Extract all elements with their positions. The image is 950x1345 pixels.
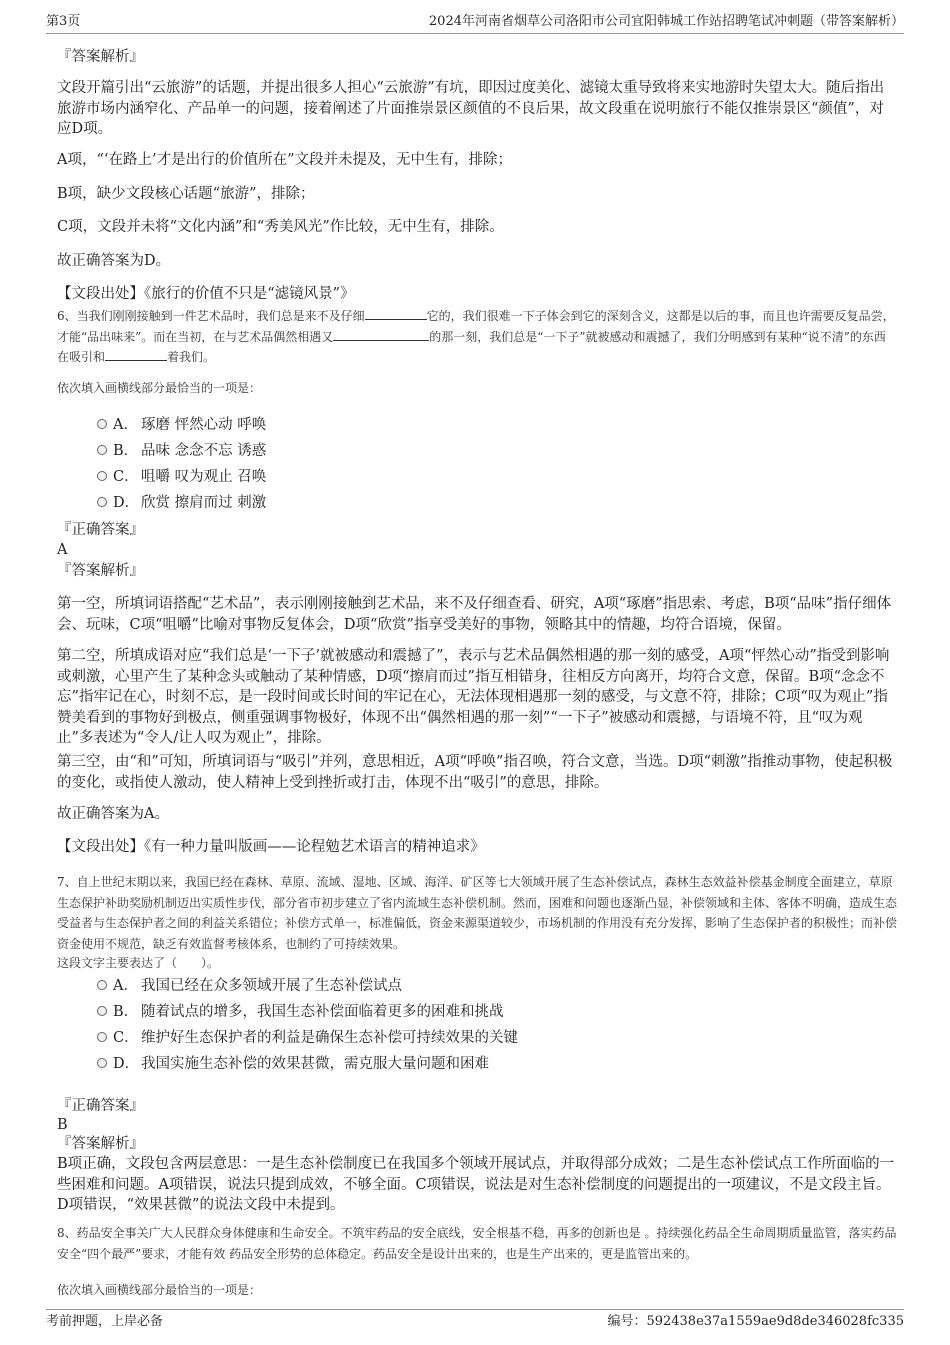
q7-answer: B bbox=[57, 1117, 68, 1133]
q5-source: 【文段出处】《旅行的价值不只是“滤镜风景”》 bbox=[57, 286, 355, 302]
q7-stem: 7、自上世纪末期以来，我国已经在森林、草原、流域、湿地、区域、海洋、矿区等七大领域开展了生态补偿试点，森林生态效益补偿基金制度全面建立，草原生态保护补助奖励机制迈出实质性步伐，部分省市初步建立了省内流域生态补偿机制。然而，困难和问题也逐渐凸显，补偿领域和主体、客体不明确，造成生态受益者与生态保护者之间的利益关系错位；补偿方式单一，标准偏低，资金来源渠道较少，市场机制的作用没有充分发挥，影响了生态保护者的积极性；而补偿资金使用不规范，缺乏有效监督考核体系，也制约了可持续效果。 bbox=[57, 875, 898, 951]
document-id: 编号：592438e37a1559ae9d8de346028fc335 bbox=[607, 1314, 904, 1329]
q6-analysis-p1: 第一空，所填词语搭配“艺术品”，表示刚刚接触到艺术品，来不及仔细查看、研究，A项“琢磨”指思索、考虑，B项“品味”指仔细体会、玩味，C项“咀嚼”比喻对事物反复体会，D项“欣赏”指享受美好的事物，领略其中的情趣，均符合语境，保留。 bbox=[57, 596, 892, 633]
q6-analysis-p3: 第三空，由“和”可知，所填词语与“吸引”并列，意思相近，A项“呼唤”指召唤，符合文意，当选。D项“刺激”指推动事物，使起积极的变化，或指使人激动，使人精神上受到挫折或打击，体现不出“吸引”的意思，排除。 bbox=[57, 754, 893, 791]
q5-analysis-label: 『答案解析』 bbox=[57, 49, 144, 65]
q5-conclusion: 故正确答案为D。 bbox=[57, 253, 171, 269]
radio-icon[interactable] bbox=[97, 1006, 107, 1016]
radio-icon[interactable] bbox=[97, 980, 107, 990]
q7-answer-label: 『正确答案』 bbox=[57, 1098, 144, 1114]
fill-blank bbox=[105, 348, 167, 361]
q7-analysis-label: 『答案解析』 bbox=[57, 1136, 144, 1152]
q6-option-b[interactable]: B． 品味 念念不忘 诱惑 bbox=[97, 441, 266, 461]
q6-stem: 6、当我们刚刚接触到一件艺术品时，我们总是来不及仔细 它的，我们很难一下子体会到它的深刻含义，这都是以后的事，而且也许需要反复品尝，才能“品出味来”。而在当初，在与艺术品偶然相遇又 的那一刻，我们总是“一下子”就被感动和震撼了，我们分明感到有某种“说不清”的东西在吸引和 着我们。 bbox=[57, 309, 895, 364]
q5-analysis-c: C项，文段并未将“文化内涵”和“秀美风光”作比较，无中生有，排除。 bbox=[57, 219, 504, 235]
q7-analysis: B项正确，文段包含两层意思：一是生态补偿制度已在我国多个领域开展试点，并取得部分成效；二是生态补偿试点工作所面临的一些困难和问题。A项错误，说法只提到成效，不够全面。C项错误，说法是对生态补偿制度的问题提出的一项建议，不是文段主旨。D项错误，“效果甚微”的说法文段中未提到。 bbox=[57, 1156, 895, 1213]
q6-source: 【文段出处】《有一种力量叫版画——论程勉艺术语言的精神追求》 bbox=[57, 839, 485, 855]
q6-prompt: 依次填入画横线部分最恰当的一项是： bbox=[57, 381, 262, 395]
footer-slogan: 考前押题，上岸必备 bbox=[46, 1314, 164, 1329]
q8-stem: 8、药品安全事关广大人民群众身体健康和生命安全。不筑牢药品的安全底线，安全根基不稳，再多的创新也是 。持续强化药品全生命周期质量监管，落实药品安全“四个最严”要求，才能有效 药品安全形势的总体稳定。药品安全是设计出来的，也是生产出来的，更是监管出来的。 bbox=[57, 1226, 897, 1261]
radio-icon[interactable] bbox=[97, 419, 107, 429]
fill-blank bbox=[365, 307, 427, 320]
q7-option-a[interactable]: A． 我国已经在众多领域开展了生态补偿试点 bbox=[97, 976, 402, 996]
q6-option-c[interactable]: C． 咀嚼 叹为观止 召唤 bbox=[97, 467, 266, 487]
q6-answer-label: 『正确答案』 bbox=[57, 522, 144, 538]
radio-icon[interactable] bbox=[97, 471, 107, 481]
radio-icon[interactable] bbox=[97, 1058, 107, 1068]
q8-prompt: 依次填入画横线部分最恰当的一项是： bbox=[57, 1283, 262, 1297]
q6-option-a[interactable]: A． 琢磨 怦然心动 呼唤 bbox=[97, 415, 266, 435]
fill-blank bbox=[333, 328, 429, 341]
document-title: 2024年河南省烟草公司洛阳市公司宜阳韩城工作站招聘笔试冲刺题（带答案解析） bbox=[428, 14, 904, 29]
q5-analysis-a: A项，“‘在路上’才是出行的价值所在”文段并未提及，无中生有，排除； bbox=[57, 152, 513, 168]
q7-option-d[interactable]: D． 我国实施生态补偿的效果甚微，需克服大量问题和困难 bbox=[97, 1054, 489, 1074]
radio-icon[interactable] bbox=[97, 497, 107, 507]
radio-icon[interactable] bbox=[97, 1032, 107, 1042]
q6-analysis-label: 『答案解析』 bbox=[57, 563, 144, 579]
page-header bbox=[46, 14, 904, 34]
q5-analysis-text: 文段开篇引出“云旅游”的话题，并提出很多人担心“云旅游”有坑，即因过度美化、滤镜太重导致将来实地游时失望太大。随后指出旅游市场内涵窄化、产品单一的问题，接着阐述了片面推崇景区颜值的不良后果，故文段重在说明旅行不能仅推崇景区“颜值”，对应D项。 bbox=[57, 80, 885, 137]
q6-analysis-p2: 第二空，所填成语对应“我们总是‘一下子’就被感动和震撼了”，表示与艺术品偶然相遇的那一刻的感受，A项“怦然心动”指受到影响或刺激，心里产生了某种念头或触动了某种情感，D项“擦肩而过”指互相错身，往相反方向离开，均符合文意，保留。B项“念念不忘”指牢记在心，时刻不忘，是一段时间或长时间的牢记在心，无法体现相遇那一刻的感受，与文意不符，排除；C项“叹为观止”指赞美看到的事物好到极点，侧重强调事物极好，体现不出“偶然相遇的那一刻”“一下子”被感动和震撼，与语境不符，且“叹为观止”多表述为“令人/让人叹为观止”，排除。 bbox=[57, 648, 890, 746]
q7-prompt: 这段文字主要表达了（ ）。 bbox=[57, 956, 220, 970]
q6-option-d[interactable]: D． 欣赏 擦肩而过 刺激 bbox=[97, 493, 266, 513]
q5-analysis-b: B项，缺少文段核心话题“旅游”，排除； bbox=[57, 186, 315, 202]
radio-icon[interactable] bbox=[97, 445, 107, 455]
q7-option-b[interactable]: B． 随着试点的增多，我国生态补偿面临着更多的困难和挑战 bbox=[97, 1002, 504, 1022]
page-number: 第3页 bbox=[46, 14, 81, 29]
q7-option-c[interactable]: C． 维护好生态保护者的利益是确保生态补偿可持续效果的关键 bbox=[97, 1028, 518, 1048]
q6-answer: A bbox=[57, 542, 68, 558]
page-footer bbox=[46, 1309, 904, 1331]
q6-conclusion: 故正确答案为A。 bbox=[57, 806, 169, 822]
